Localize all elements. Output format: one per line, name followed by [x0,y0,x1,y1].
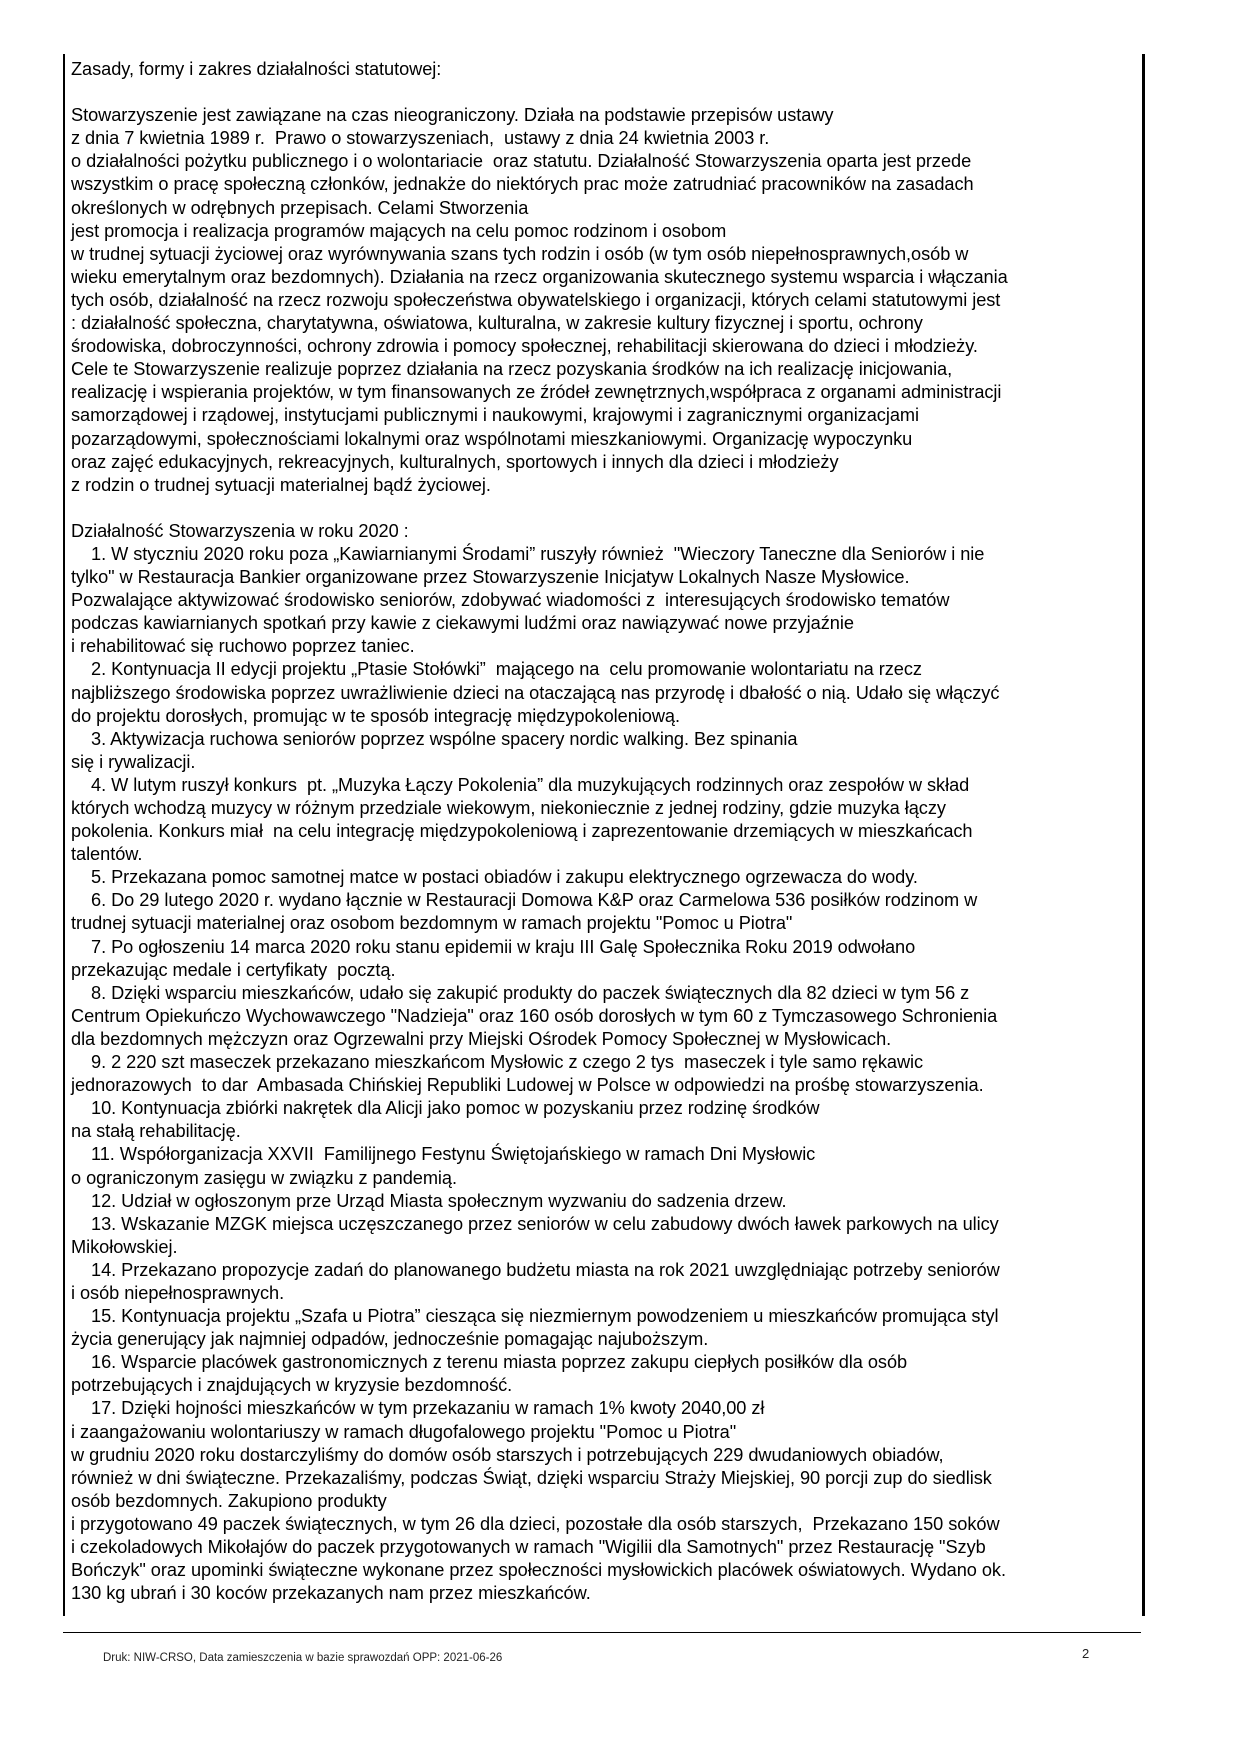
activity-line: 14. Przekazano propozycje zadań do planowanego budżetu miasta na rok 2021 uwzględniając potrzeby seniorów [71,1259,1000,1280]
activity-line: i zaangażowaniu wolontariuszy w ramach długofalowego projektu "Pomoc u Piotra" [71,1421,737,1442]
activity-line: do projektu dorosłych, promując w te sposób integrację międzypokoleniową. [71,705,680,726]
activity-line: 2. Kontynuacja II edycji projektu „Ptasie Stołówki” mającego na celu promowanie wolontariatu na rzecz [71,659,922,680]
activity-line: w grudniu 2020 roku dostarczyliśmy do domów osób starszych i potrzebujących 229 dwudaniowych obiadów, [71,1444,944,1465]
statute-line: : działalność społeczna, charytatywna, oświatowa, kulturalna, w zakresie kultury fizycznej i sportu, ochrony [71,313,923,334]
activity-line: życia generujący jak najmniej odpadów, jednocześnie pomagając najuboższym. [71,1329,709,1350]
spacer [71,81,1137,104]
document-body [71,58,1137,1605]
statute-line: środowiska, dobroczynności, ochrony zdrowia i pomocy społecznej, rehabilitacji skierowana do dzieci i młodzieży. [71,336,978,357]
statute-line: samorządowej i rządowej, instytucjami publicznymi i naukowymi, krajowymi i zagranicznymi organizacjami [71,405,919,426]
activity-line: Centrum Opiekuńczo Wychowawczego "Nadzieja" oraz 160 osób dorosłych w tym 60 z Tymczasowego Schronienia [71,1005,998,1026]
statute-line: jest promocja i realizacja programów mających na celu pomoc rodzinom i osobom [71,220,727,241]
activity-line: 1. W styczniu 2020 roku poza „Kawiarnianymi Środami” ruszyły również "Wieczory Taneczne dla Seniorów i nie [71,543,985,564]
statute-line: Stowarzyszenie jest zawiązane na czas nieograniczony. Działa na podstawie przepisów ustawy [71,105,834,126]
statute-line: oraz zajęć edukacyjnych, rekreacyjnych, kulturalnych, sportowych i innych dla dzieci i młodzieży [71,451,839,472]
statute-line: w trudnej sytuacji życiowej oraz wyrównywania szans tych rodzin i osób (w tym osób niepełnosprawnych,osób w [71,243,969,264]
statute-line: tych osób, działalność na rzecz rozwoju społeczeństwa obywatelskiego i organizacji, których celami statutowymi jest [71,289,1001,310]
activity-line: 130 kg ubrań i 30 koców przekazanych nam przez mieszkańców. [71,1583,591,1604]
activity-line: osób bezdomnych. Zakupiono produkty [71,1490,387,1511]
activity-line: 3. Aktywizacja ruchowa seniorów poprzez wspólne spacery nordic walking. Bez spinania [71,728,798,749]
statute-line: określonych w odrębnych przepisach. Celami Stworzenia [71,197,529,218]
activity-line: Pozwalające aktywizować środowisko seniorów, zdobywać wiadomości z interesujących środowisko tematów [71,590,950,611]
page-number: 2 [1082,1646,1090,1661]
statute-line: o działalności pożytku publicznego i o wolontariacie oraz statutu. Działalność Stowarzyszenia oparta jest przede [71,151,972,172]
activity-line: 11. Współorganizacja XXVII Familijnego Festynu Świętojańskiego w ramach Dni Mysłowic [71,1144,816,1165]
activity-line: najbliższego środowiska poprzez uwrażliwienie dzieci na otaczającą nas przyrodę i dbałość o nią. Udało się włączyć [71,682,1000,703]
activity-line: i rehabilitować się ruchowo poprzez taniec. [71,636,415,657]
statute-line: wieku emerytalnym oraz bezdomnych). Działania na rzecz organizowania skutecznego systemu wsparcia i włączania [71,266,1008,287]
activity-line: przekazując medale i certyfikaty pocztą. [71,959,396,980]
activity-line: pokolenia. Konkurs miał na celu integrację międzypokoleniową i zaprezentowanie drzemiących w mieszkańcach [71,821,973,842]
spacer [71,497,1137,520]
activity-line: których wchodzą muzycy w różnym przedziale wiekowym, niekoniecznie z jednej rodziny, gdzie muzyka łączy [71,798,946,818]
activity-line: 12. Udział w ogłoszonym prze Urząd Miasta społecznym wyzwaniu do sadzenia drzew. [71,1190,787,1211]
activity-line: 7. Po ogłoszeniu 14 marca 2020 roku stanu epidemii w kraju III Galę Społecznika Roku 2019 odwołano [71,936,916,957]
statute-paragraph [71,104,1137,497]
activity-line: 10. Kontynuacja zbiórki nakrętek dla Alicji jako pomoc w pozyskaniu przez rodzinę środków [71,1098,820,1119]
activity-line: 5. Przekazana pomoc samotnej matce w postaci obiadów i zakupu elektrycznego ogrzewacza do wody. [71,867,918,888]
activities-list [71,543,1137,1605]
statute-line: realizację i wspierania projektów, w tym finansowanych ze źródeł zewnętrznych,współpraca z organami administracji [71,382,1002,403]
activity-line: i przygotowano 49 paczek świątecznych, w tym 26 dla dzieci, pozostałe dla osób starszych, Przekazano 150 soków [71,1513,1000,1534]
activity-line: tylko" w Restauracja Bankier organizowane przez Stowarzyszenie Inicjatyw Lokalnych Nasze Mysłowice. [71,567,910,588]
statute-line: z dnia 7 kwietnia 1989 r. Prawo o stowarzyszeniach, ustawy z dnia 24 kwietnia 2003 r. [71,128,770,149]
activity-line: 13. Wskazanie MZGK miejsca uczęszczanego przez seniorów w celu zabudowy dwóch ławek parkowych na ulicy [71,1213,999,1234]
activity-line: 15. Kontynuacja projektu „Szafa u Piotra” ciesząca się niezmiernym powodzeniem u mieszkańców promująca styl [71,1306,999,1327]
footer-divider [63,1632,1141,1633]
activity-line: 4. W lutym ruszył konkurs pt. „Muzyka Łączy Pokolenia” dla muzykujących rodzinnych oraz zespołów w skład [71,774,970,795]
activity-line: na stałą rehabilitację. [71,1121,241,1142]
activity-line: Bończyk" oraz upominki świąteczne wykonane przez społeczności mysłowickich placówek oświatowych. Wydano ok. [71,1560,1006,1581]
activity-line: 9. 2 220 szt maseczek przekazano mieszkańcom Mysłowic z czego 2 tys maseczek i tyle samo rękawic [71,1052,924,1073]
activity-line: o ograniczonym zasięgu w związku z pandemią. [71,1167,457,1188]
footer-print-info: Druk: NIW-CRSO, Data zamieszczenia w bazie sprawozdań OPP: 2021-06-26 [103,1652,503,1664]
activity-line: jednorazowych to dar Ambasada Chińskiej Republiki Ludowej w Polsce w odpowiedzi na prośbę stowarzyszenia. [71,1075,984,1096]
statute-line: wszystkim o pracę społeczną członków, jednakże do niektórych prac może zatrudniać pracowników na zasadach [71,174,974,195]
activity-line: dla bezdomnych mężczyzn oraz Ogrzewalni przy Miejski Ośrodek Pomocy Społecznej w Mysłowicach. [71,1028,892,1049]
activity-line: 16. Wsparcie placówek gastronomicznych z terenu miasta poprzez zakupu ciepłych posiłków dla osób [71,1352,908,1373]
statute-line: Cele te Stowarzyszenie realizuje poprzez działania na rzecz pozyskania środków na ich realizację inicjowania, [71,359,953,380]
section-heading: Zasady, formy i zakres działalności statutowej: [71,59,442,79]
activity-line: 6. Do 29 lutego 2020 r. wydano łącznie w Restauracji Domowa K&P oraz Carmelowa 536 posiłków rodzinom w [71,890,978,911]
statute-line: z rodzin o trudnej sytuacji materialnej bądź życiowej. [71,474,491,495]
activities-heading: Działalność Stowarzyszenia w roku 2020 : [71,520,409,541]
activity-line: 17. Dzięki hojności mieszkańców w tym przekazaniu w ramach 1% kwoty 2040,00 zł [71,1398,765,1419]
activity-line: podczas kawiarnianych spotkań przy kawie z ciekawymi ludźmi oraz nawiązywać nowe przyjaźnie [71,613,854,634]
activity-line: i osób niepełnosprawnych. [71,1282,285,1303]
statute-line: pozarządowymi, społecznościami lokalnymi oraz wspólnotami mieszkaniowymi. Organizację wypoczynku [71,428,913,449]
activity-line: trudnej sytuacji materialnej oraz osobom bezdomnym w ramach projektu "Pomoc u Piotra" [71,913,793,934]
activity-line: 8. Dzięki wsparciu mieszkańców, udało się zakupić produkty do paczek świątecznych dla 82 dzieci w tym 56 z [71,982,970,1003]
activity-line: również w dni świąteczne. Przekazaliśmy, podczas Świąt, dzięki wsparciu Straży Miejskiej, 90 porcji zup do siedlisk [71,1467,992,1488]
activity-line: i czekoladowych Mikołajów do paczek przygotowanych w ramach "Wigilii dla Samotnych" przez Restaurację "Szyb [71,1537,986,1557]
activity-line: się i rywalizacji. [71,751,196,772]
activity-line: potrzebujących i znajdujących w kryzysie bezdomność. [71,1375,513,1396]
activity-line: talentów. [71,844,143,865]
activity-line: Mikołowskiej. [71,1236,178,1257]
